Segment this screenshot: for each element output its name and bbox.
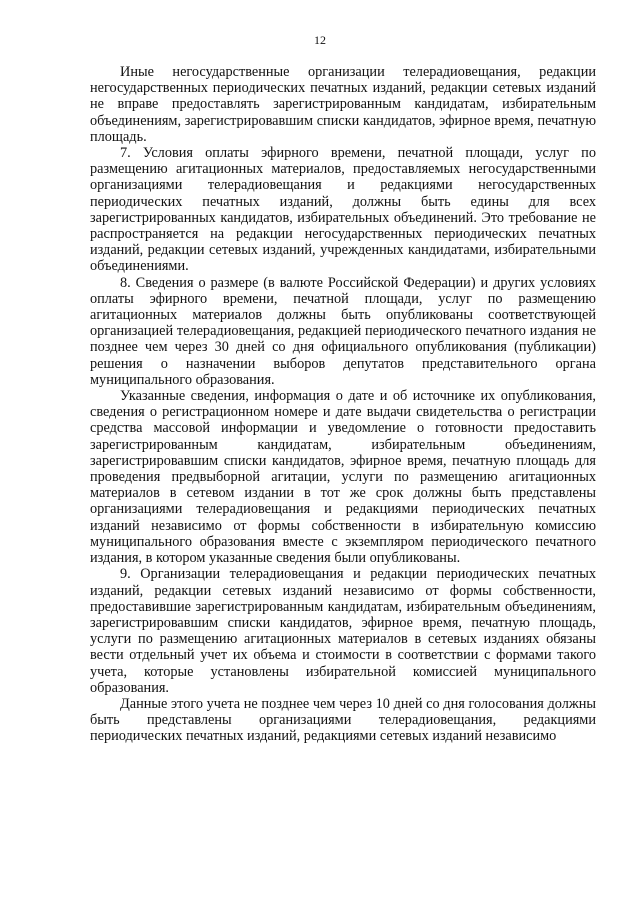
paragraph-item-8-payment-information: 8. Сведения о размере (в валюте Российской Федерации) и других условиях оплаты эфирного времени, печатной площади, услуг по размещению агитационных материалов должны быть опубликованы соответствующей организацией телерадиовещания, редакцией периодического печатного издания не позднее чем через 30 дней со дня официального опубликования (публикации) решения о назначении выборов депутатов представительного органа муниципального образования.	[90, 274, 596, 388]
paragraph-item-7-payment-conditions: 7. Условия оплаты эфирного времени, печатной площади, услуг по размещению агитационных материалов, предоставляемых негосударственными организациями телерадиовещания и редакциями негосударственных периодических печатных изданий, должны быть едины для всех зарегистрированных кандидатов, избирательных объединений. Это требование не распространяется на редакции негосударственных периодических печатных изданий, редакции сетевых изданий, учрежденных кандидатами, избирательными объединениями.	[90, 145, 596, 275]
document-body	[90, 64, 596, 745]
page-number: 12	[314, 33, 326, 47]
paragraph-accounting-data: Данные этого учета не позднее чем через 10 дней со дня голосования должны быть представлены организациями телерадиовещания, редакциями периодических печатных изданий, редакциями сетевых изданий независимо	[90, 695, 596, 745]
paragraph-item-9-separate-accounting: 9. Организации телерадиовещания и редакции периодических печатных изданий, редакции сетевых изданий независимо от формы собственности, предоставившие зарегистрированным кандидатам, избирательным объединениям, зарегистрировавшим списки кандидатов, эфирное время, печатную площадь, услуги по размещению агитационных материалов в сетевых изданиях обязаны вести отдельный учет их объема и стоимости в соответствии с формами такого учета, которые установлены избирательной комиссией муниципального образования.	[90, 566, 596, 696]
paragraph-specified-information: Указанные сведения, информация о дате и об источнике их опубликования, сведения о регистрационном номере и дате выдачи свидетельства о регистрации средства массовой информации и уведомление о готовности предоставить зарегистрированным кандидатам, избирательным объединениям, зарегистрировавшим списки кандидатов, эфирное время, печатную площадь для проведения предвыборной агитации, услуги по размещению агитационных материалов в сетевом издании в тот же срок должны быть представлены организациями телерадиовещания и редакциями периодических печатных изданий независимо от формы собственности в избирательную комиссию муниципального образования вместе с экземпляром периодического печатного издания, в котором указанные сведения были опубликованы.	[90, 388, 596, 567]
paragraph-other-non-state-organizations: Иные негосударственные организации телерадиовещания, редакции негосударственных периодических печатных изданий, редакции сетевых изданий не вправе предоставлять зарегистрированным кандидатам, избирательным объединениям, зарегистрировавшим списки кандидатов, эфирное время, печатную площадь.	[90, 64, 596, 145]
